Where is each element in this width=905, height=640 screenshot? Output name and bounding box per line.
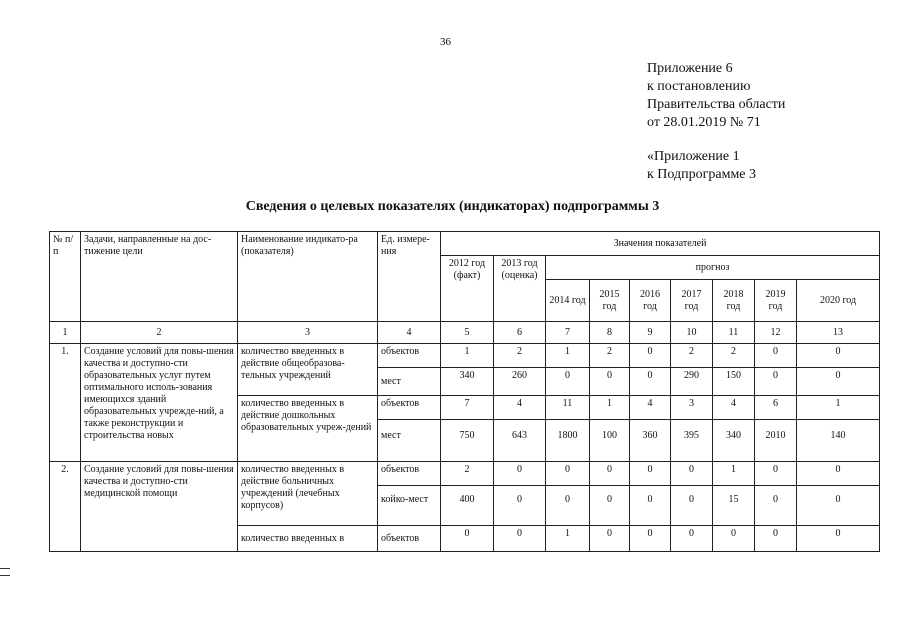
header-2016: 2016 год: [630, 280, 671, 322]
col-number: 4: [378, 322, 441, 344]
task-text: Создание условий для повы-шения качества и доступно-сти медицинской помощи: [81, 462, 238, 552]
value-cell: 11: [546, 396, 590, 420]
value-cell: 400: [441, 486, 494, 526]
value-cell: 0: [671, 486, 713, 526]
value-cell: 1: [590, 396, 630, 420]
value-cell: 260: [494, 368, 546, 396]
col-number: 9: [630, 322, 671, 344]
header-2018: 2018 год: [713, 280, 755, 322]
value-cell: 4: [713, 396, 755, 420]
header-forecast: прогноз: [546, 256, 880, 280]
header-indicator: Наименование индикато-ра (показателя): [238, 232, 378, 322]
unit-cell: койко-мест: [378, 486, 441, 526]
indicator-text: количество введенных в действие общеобразова-тельных учреждений: [238, 344, 378, 396]
col-number: 12: [755, 322, 797, 344]
value-cell: 0: [494, 526, 546, 552]
value-cell: 1: [441, 344, 494, 368]
value-cell: 0: [590, 368, 630, 396]
header-2013: 2013 год (оценка): [494, 256, 546, 322]
col-number: 3: [238, 322, 378, 344]
header-unit: Ед. измере-ния: [378, 232, 441, 322]
col-number: 1: [50, 322, 81, 344]
value-cell: 0: [755, 368, 797, 396]
header-2015: 2015 год: [590, 280, 630, 322]
col-number: 2: [81, 322, 238, 344]
header-2017: 2017 год: [671, 280, 713, 322]
value-cell: 100: [590, 420, 630, 462]
value-cell: 340: [441, 368, 494, 396]
appendix-line: к Подпрограмме 3: [647, 167, 757, 182]
value-cell: 2: [713, 344, 755, 368]
row-num: 2.: [50, 462, 81, 552]
unit-cell: объектов: [378, 396, 441, 420]
value-cell: 0: [755, 344, 797, 368]
indicator-text: количество введенных в: [238, 526, 378, 552]
header-2014: 2014 год: [546, 280, 590, 322]
value-cell: 1: [797, 396, 880, 420]
col-number: 8: [590, 322, 630, 344]
value-cell: 0: [630, 526, 671, 552]
task-text: Создание условий для повы-шения качества и доступно-сти образовательных услуг путем оптимального исполь-зования имеющихся зданий образовательных учрежде-ний, а также реконструкции и строительства новых: [81, 344, 238, 462]
value-cell: 0: [671, 526, 713, 552]
value-cell: 0: [630, 486, 671, 526]
value-cell: 0: [797, 486, 880, 526]
value-cell: 0: [590, 526, 630, 552]
appendix-line: «Приложение 1: [647, 149, 740, 164]
indicator-text: количество введенных в действие больничных учреждений (лечебных корпусов): [238, 462, 378, 526]
unit-cell: объектов: [378, 526, 441, 552]
edge-mark: [0, 575, 10, 576]
value-cell: 0: [797, 344, 880, 368]
col-number: 6: [494, 322, 546, 344]
value-cell: 1: [713, 462, 755, 486]
header-num: № п/п: [50, 232, 81, 322]
unit-cell: мест: [378, 420, 441, 462]
value-cell: 0: [797, 462, 880, 486]
appendix-line: Приложение 6: [647, 61, 733, 76]
value-cell: 0: [755, 486, 797, 526]
header-2019: 2019 год: [755, 280, 797, 322]
value-cell: 2: [671, 344, 713, 368]
table-row: [50, 344, 880, 368]
value-cell: 0: [755, 526, 797, 552]
value-cell: 1800: [546, 420, 590, 462]
value-cell: 0: [713, 526, 755, 552]
value-cell: 1: [546, 344, 590, 368]
value-cell: 0: [546, 368, 590, 396]
value-cell: 0: [630, 462, 671, 486]
unit-cell: объектов: [378, 462, 441, 486]
value-cell: 15: [713, 486, 755, 526]
header-tasks: Задачи, направленные на дос-тижение цели: [81, 232, 238, 322]
unit-cell: мест: [378, 368, 441, 396]
value-cell: 4: [494, 396, 546, 420]
indicator-text: количество введенных в действие дошкольных образовательных учреж-дений: [238, 396, 378, 462]
value-cell: 0: [494, 462, 546, 486]
col-number: 5: [441, 322, 494, 344]
value-cell: 150: [713, 368, 755, 396]
value-cell: 0: [671, 462, 713, 486]
appendix-block-2: [647, 148, 756, 184]
col-number: 10: [671, 322, 713, 344]
header-values: Значения показателей: [441, 232, 880, 256]
value-cell: 360: [630, 420, 671, 462]
page-number: 36: [440, 36, 451, 48]
row-num: 1.: [50, 344, 81, 462]
value-cell: 0: [590, 462, 630, 486]
value-cell: 0: [797, 368, 880, 396]
scan-edge-marks: [0, 568, 10, 582]
value-cell: 290: [671, 368, 713, 396]
value-cell: 340: [713, 420, 755, 462]
value-cell: 2: [441, 462, 494, 486]
table-row: [50, 462, 880, 486]
col-number: 7: [546, 322, 590, 344]
unit-cell: объектов: [378, 344, 441, 368]
value-cell: 2: [590, 344, 630, 368]
document-title: Сведения о целевых показателях (индикаторах) подпрограммы 3: [245, 199, 660, 214]
value-cell: 0: [546, 462, 590, 486]
value-cell: 0: [441, 526, 494, 552]
value-cell: 140: [797, 420, 880, 462]
value-cell: 1: [546, 526, 590, 552]
header-2020: 2020 год: [797, 280, 880, 322]
value-cell: 0: [546, 486, 590, 526]
value-cell: 7: [441, 396, 494, 420]
value-cell: 0: [630, 368, 671, 396]
value-cell: 0: [494, 486, 546, 526]
value-cell: 0: [590, 486, 630, 526]
appendix-block: [647, 60, 785, 132]
value-cell: 2: [494, 344, 546, 368]
value-cell: 2010: [755, 420, 797, 462]
value-cell: 6: [755, 396, 797, 420]
appendix-line: к постановлению: [647, 79, 751, 94]
value-cell: 750: [441, 420, 494, 462]
value-cell: 3: [671, 396, 713, 420]
col-number: 11: [713, 322, 755, 344]
value-cell: 0: [797, 526, 880, 552]
edge-mark: [0, 568, 10, 569]
appendix-line: от 28.01.2019 № 71: [647, 115, 761, 130]
appendix-line: Правительства области: [647, 97, 786, 112]
value-cell: 643: [494, 420, 546, 462]
indicators-table: [49, 231, 880, 552]
header-2012: 2012 год (факт): [441, 256, 494, 322]
value-cell: 395: [671, 420, 713, 462]
value-cell: 4: [630, 396, 671, 420]
col-number: 13: [797, 322, 880, 344]
value-cell: 0: [755, 462, 797, 486]
value-cell: 0: [630, 344, 671, 368]
